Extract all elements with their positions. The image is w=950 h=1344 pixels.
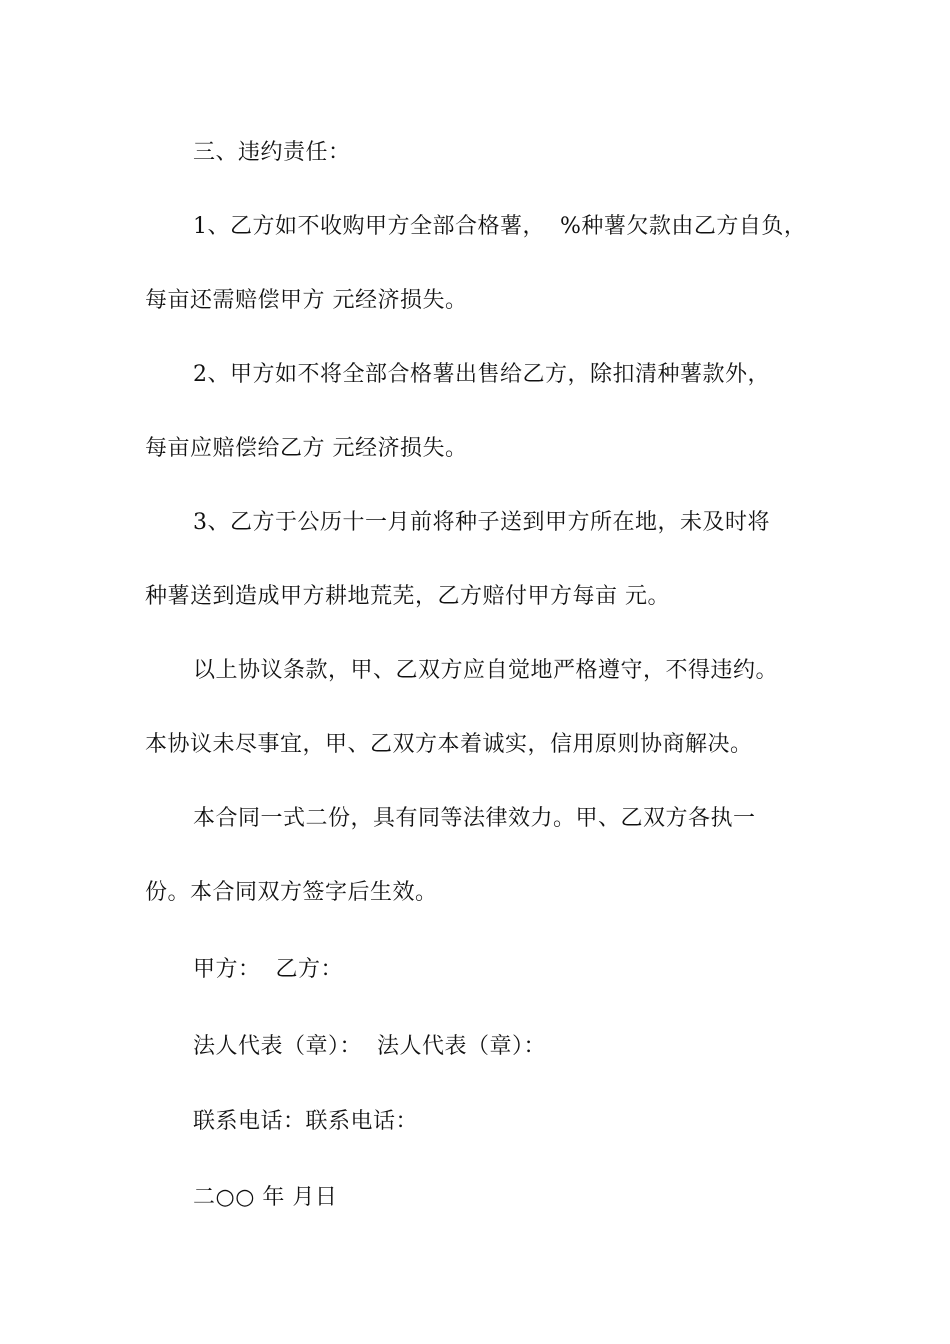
clause-3-line-1: 3、乙方于公历十一月前将种子送到甲方所在地，未及时将 (193, 510, 770, 535)
clause-2-line-1: 2、甲方如不将全部合格薯出售给乙方，除扣清种薯款外， (193, 362, 770, 387)
agreement-line-2: 本协议未尽事宜，甲、乙双方本着诚实，信用原则协商解决。 (145, 732, 753, 757)
clause-3-line-2: 种薯送到造成甲方耕地荒芜，乙方赔付甲方每亩 元。 (145, 584, 670, 609)
copies-line-2: 份。本合同双方签字后生效。 (145, 880, 438, 905)
clause-2-line-2: 每亩应赔偿给乙方 元经济损失。 (145, 436, 468, 461)
signature-date: 二○○ 年 月日 (193, 1185, 338, 1210)
signature-legal-rep: 法人代表（章）： 法人代表（章）： (193, 1034, 546, 1059)
section-heading: 三、违约责任： (193, 140, 351, 165)
copies-line-1: 本合同一式二份，具有同等法律效力。甲、乙双方各执一 (193, 806, 756, 831)
clause-1-line-1: 1、乙方如不收购甲方全部合格薯， %种薯欠款由乙方自负， (193, 214, 807, 239)
signature-parties: 甲方： 乙方： (193, 957, 343, 982)
agreement-line-1: 以上协议条款，甲、乙双方应自觉地严格遵守，不得违约。 (193, 658, 779, 683)
clause-1-line-2: 每亩还需赔偿甲方 元经济损失。 (145, 288, 468, 313)
signature-phone: 联系电话：联系电话： (193, 1109, 419, 1134)
